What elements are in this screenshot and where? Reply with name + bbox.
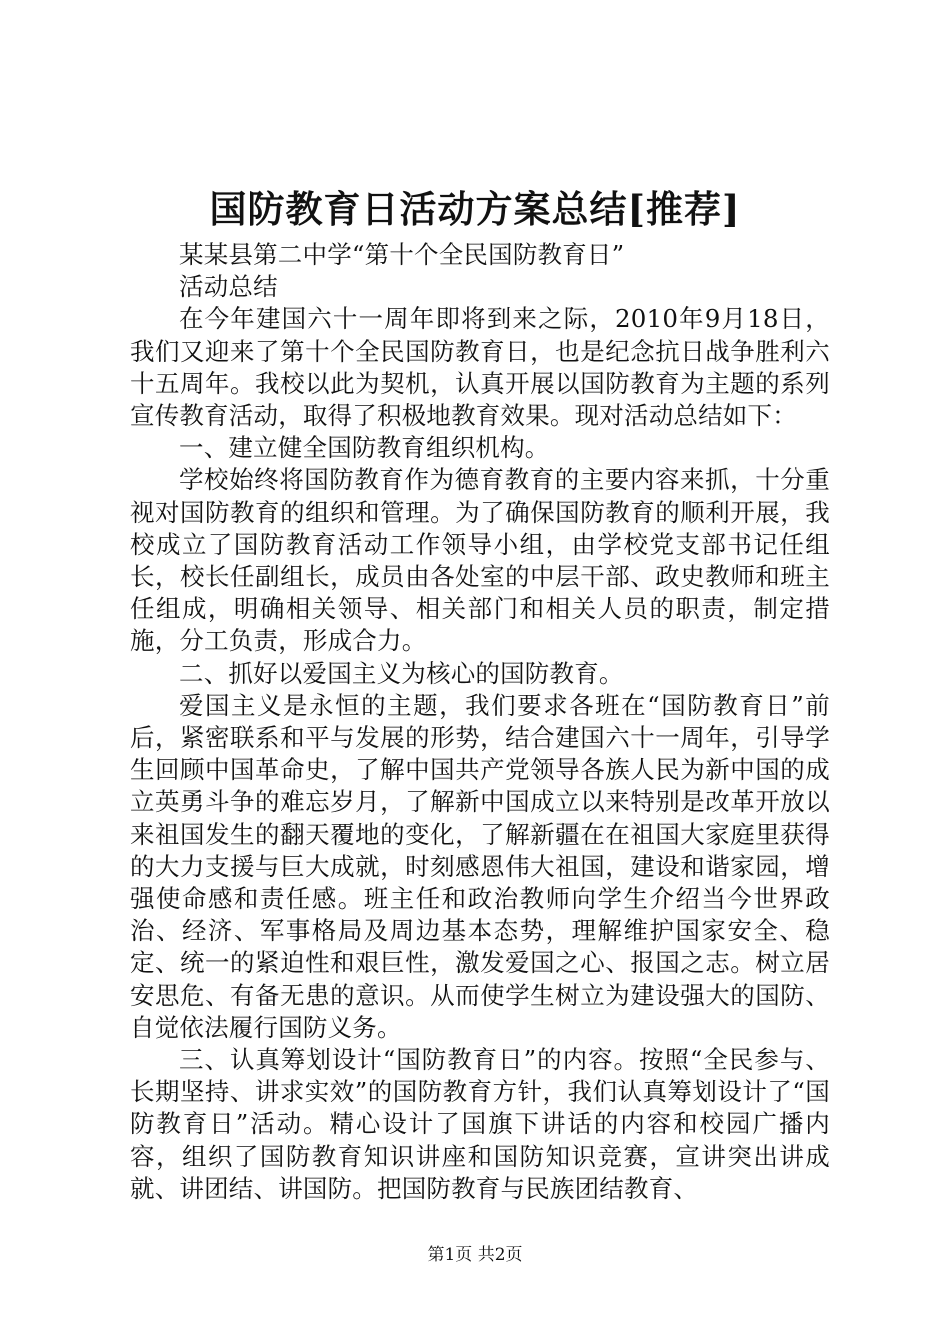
paragraph-intro: 在今年建国六十一周年即将到来之际，2010年9月18日，我们又迎来了第十个全民国防教育日，也是纪念抗日战争胜利六十五周年。我校以此为契机，认真开展以国防教育为主题的系列宣传教育活动，取得了积极地教育效果。现对活动总结如下： [130, 304, 830, 431]
document-title: 国防教育日活动方案总结[推荐] [209, 187, 741, 231]
section-heading-2: 二、抓好以爱国主义为核心的国防教育。 [179, 658, 624, 688]
paragraph-section-1: 学校始终将国防教育作为德育教育的主要内容来抓，十分重视对国防教育的组织和管理。为了确保国防教育的顺利开展，我校成立了国防教育活动工作领导小组，由学校党支部书记任组长，校长任副组长，成员由各处室的中层干部、政史教师和班主任组成，明确相关领导、相关部门和相关人员的职责，制定措施，分工负责，形成合力。 [130, 465, 830, 656]
document-body [130, 239, 830, 1205]
section-heading-1: 一、建立健全国防教育组织机构。 [179, 433, 550, 463]
paragraph-section-3: 三、认真筹划设计“国防教育日”的内容。按照“全民参与、长期坚持、讲求实效”的国防教育方针，我们认真筹划设计了“国防教育日”活动。精心设计了国旗下讲话的内容和校园广播内容，组织了国防教育知识讲座和国防知识竞赛，宣讲突出讲成就、讲团结、讲国防。把国防教育与民族团结教育、 [130, 1045, 830, 1203]
paragraph-subtitle-2: 活动总结 [179, 272, 278, 302]
paragraph-section-2: 爱国主义是永恒的主题，我们要求各班在“国防教育日”前后，紧密联系和平与发展的形势，结合建国六十一周年，引导学生回顾中国革命史，了解中国共产党领导各族人民为新中国的成立英勇斗争的难忘岁月，了解新中国成立以来特别是改革开放以来祖国发生的翻天覆地的变化，了解新疆在在祖国大家庭里获得的大力支援与巨大成就，时刻感恩伟大祖国，建设和谐家园，增强使命感和责任感。班主任和政治教师向学生介绍当今世界政治、经济、军事格局及周边基本态势，理解维护国家安全、稳定、统一的紧迫性和艰巨性，激发爱国之心、报国之志。树立居安思危、有备无患的意识。从而使学生树立为建设强大的国防、自觉依法履行国防义务。 [130, 690, 830, 1042]
page-footer: 第1页 共2页 [427, 1245, 523, 1265]
paragraph-subtitle-1: 某某县第二中学“第十个全民国防教育日” [179, 240, 625, 269]
